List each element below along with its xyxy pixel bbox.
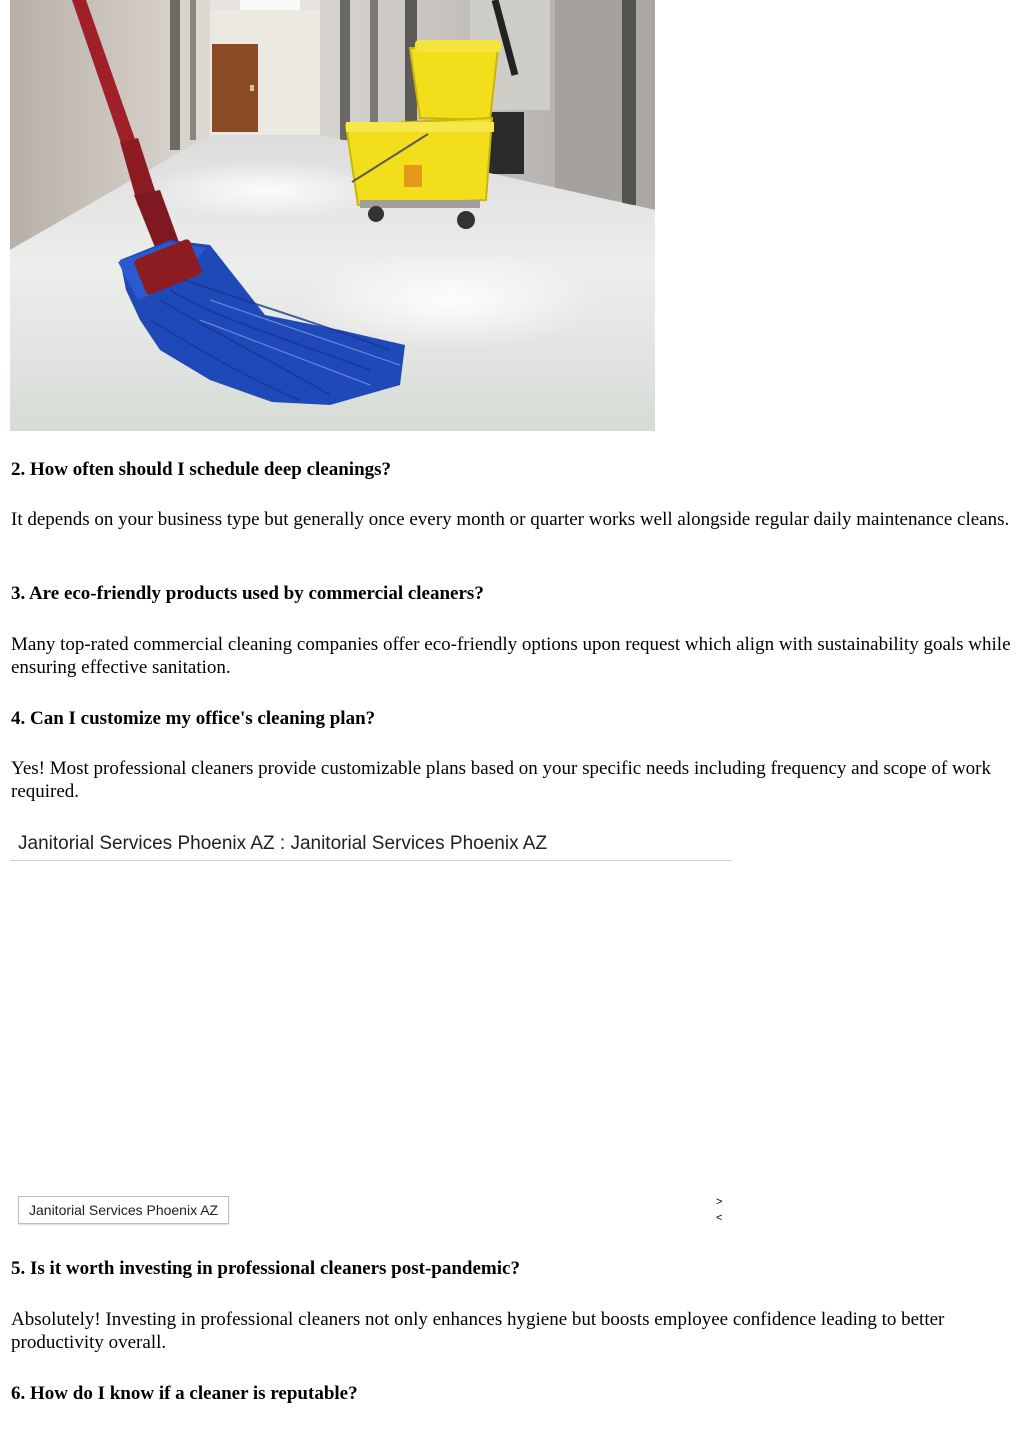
- map-next-button[interactable]: >: [716, 1196, 723, 1208]
- faq-answer-5: Absolutely! Investing in professional cleaners not only enhances hygiene but boosts employee confidence leading to better productivity overall.: [11, 1309, 945, 1353]
- map-prev-button[interactable]: <: [716, 1212, 723, 1224]
- faq-answer-3: Many top-rated commercial cleaning companies offer eco-friendly options upon request which align with sustainability goals while ensuring effective sanitation.: [11, 634, 1011, 678]
- map-embed[interactable]: [10, 822, 732, 1230]
- faq-answer-2: It depends on your business type but generally once every month or quarter works well alongside regular daily maintenance cleans.: [11, 509, 1010, 530]
- map-place-button[interactable]: Janitorial Services Phoenix AZ: [18, 1196, 229, 1224]
- faq-question-2: 2. How often should I schedule deep cleanings?: [11, 459, 392, 480]
- faq-answer-4: Yes! Most professional cleaners provide customizable plans based on your specific needs including frequency and scope of work required.: [11, 758, 991, 802]
- faq-question-4: 4. Can I customize my office's cleaning plan?: [11, 708, 376, 729]
- faq-question-5: 5. Is it worth investing in professional cleaners post-pandemic?: [11, 1258, 520, 1279]
- map-canvas[interactable]: [10, 861, 732, 1191]
- faq-question-3: 3. Are eco-friendly products used by commercial cleaners?: [11, 583, 484, 604]
- map-title[interactable]: Janitorial Services Phoenix AZ : Janitorial Services Phoenix AZ: [18, 833, 548, 854]
- mop-bucket-illustration: [10, 0, 655, 431]
- faq-question-6: 6. How do I know if a cleaner is reputable?: [11, 1383, 358, 1404]
- hero-image: [10, 0, 655, 431]
